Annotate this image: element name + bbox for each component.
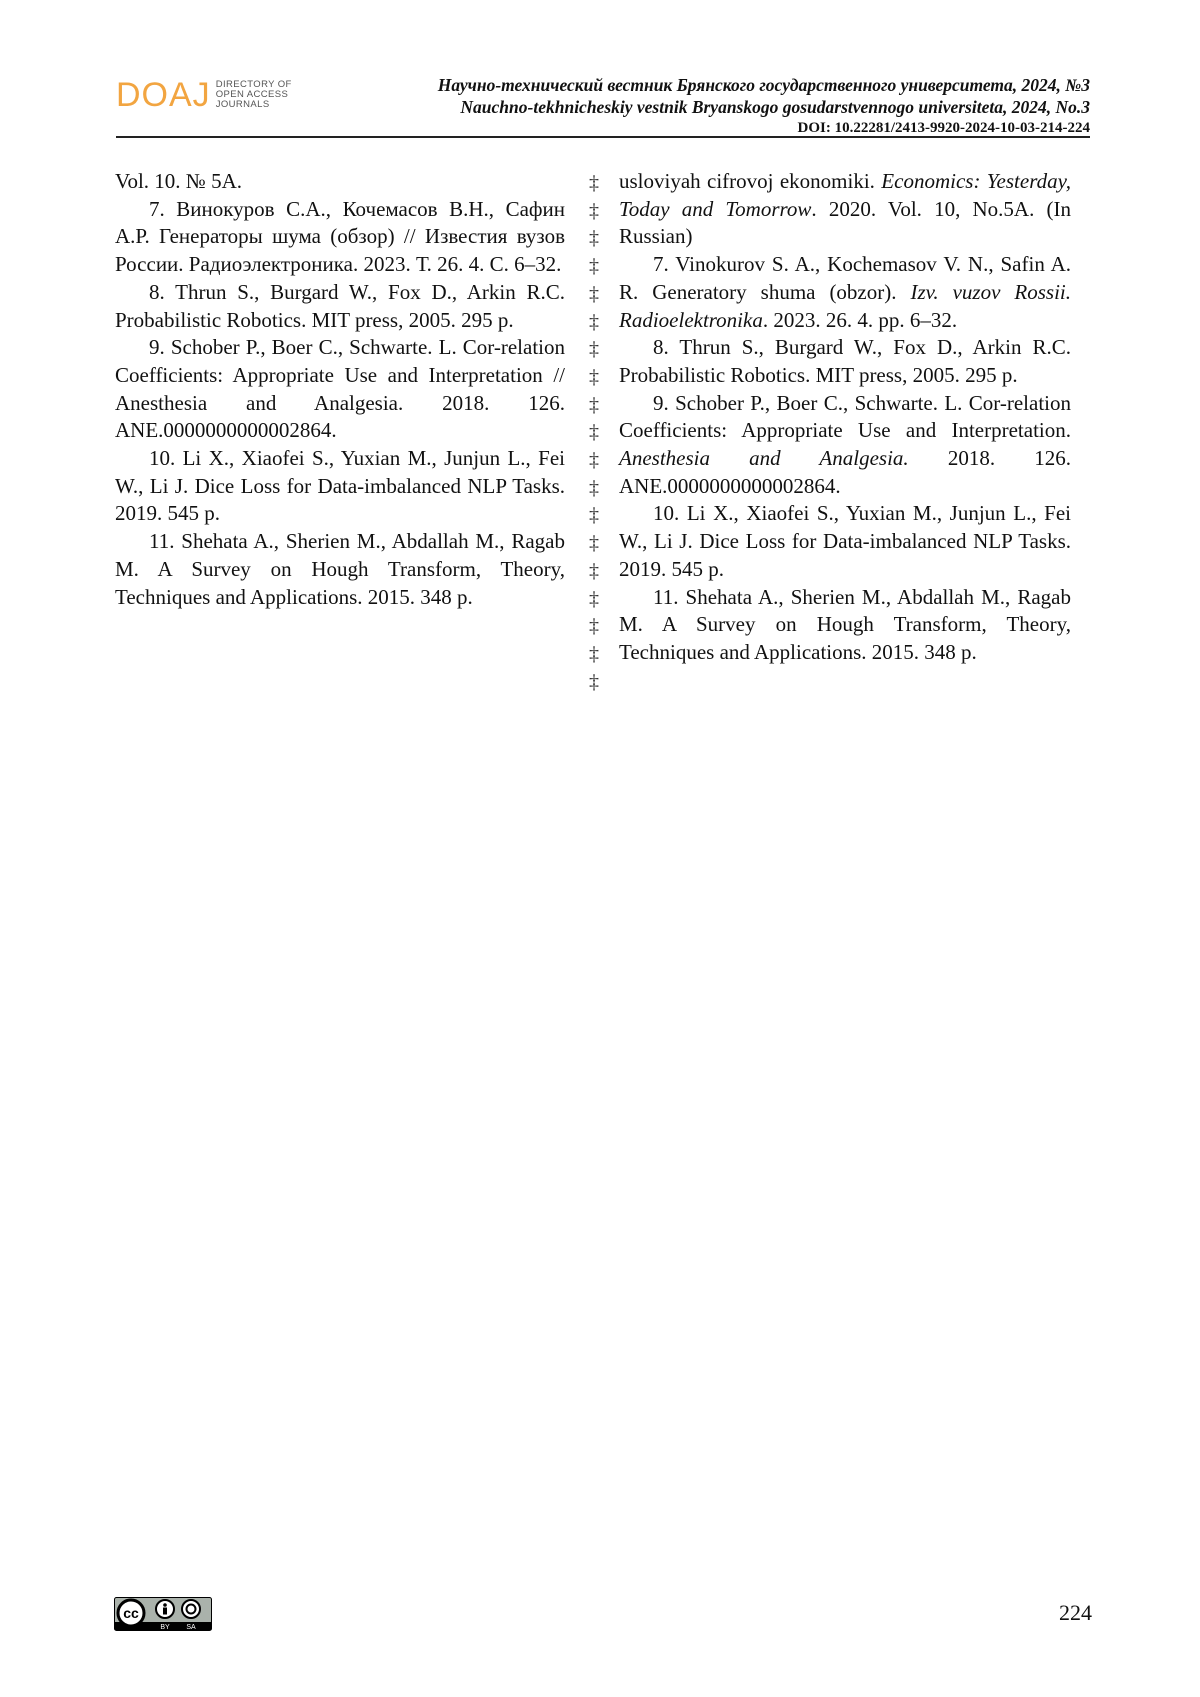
divider-glyph: ‡	[584, 392, 604, 420]
ref-text: . 2023. 26. 4. pp. 6–32.	[763, 308, 957, 332]
cc-by-sa-license-icon	[114, 1597, 212, 1631]
ref-text: 8. Thrun S., Burgard W., Fox D., Arkin R.C. Probabilistic Robotics. MIT press, 2005. 295 p.	[619, 335, 1071, 387]
doi: DOI: 10.22281/2413-9920-2024-10-03-214-224	[438, 118, 1090, 138]
left-column-references	[115, 168, 565, 611]
divider-glyph: ‡	[584, 586, 604, 614]
cc-text: cc	[123, 1605, 139, 1621]
ref-text: 10. Li X., Xiaofei S., Yuxian M., Junjun L., Fei W., Li J. Dice Loss for Data-imbalanced NLP Tasks. 2019. 545 p.	[619, 501, 1071, 580]
divider-glyph: ‡	[584, 502, 604, 530]
ref-text: 2018. 126. ANE.0000000000002864.	[619, 446, 1071, 498]
reference-item: 8. Thrun S., Burgard W., Fox D., Arkin R.C. Probabilistic Robotics. MIT press, 2005. 295 p.	[115, 279, 565, 334]
journal-info	[438, 74, 1090, 138]
divider-glyph: ‡	[584, 281, 604, 309]
reference-item	[619, 390, 1071, 501]
divider-glyph: ‡	[584, 558, 604, 586]
reference-item: 10. Li X., Xiaofei S., Yuxian M., Junjun L., Fei W., Li J. Dice Loss for Data-imbalanced NLP Tasks. 2019. 545 p.	[115, 445, 565, 528]
sa-text: SA	[186, 1624, 196, 1631]
doaj-logo	[116, 76, 292, 112]
ref-italic: Anesthesia and Analgesia.	[619, 446, 909, 470]
reference-continuation	[619, 168, 1071, 251]
logo-sub-line: JOURNALS	[216, 100, 292, 110]
column-divider	[584, 170, 604, 696]
ref-text: . 2020. Vol. 10, No.5A. (In Russian)	[619, 197, 1071, 249]
reference-continuation: Vol. 10. № 5A.	[115, 168, 565, 196]
journal-title-en: Nauchno-tekhnicheskiy vestnik Bryanskogo gosudarstvennogo universiteta, 2024, No.3	[438, 96, 1090, 118]
ref-italic: Izv. vuzov Rossii. Radioelektronika	[619, 280, 1071, 332]
page-number: 224	[1059, 1600, 1092, 1626]
divider-glyph: ‡	[584, 198, 604, 226]
ref-italic: Economics: Yesterday, Today and Tomorrow	[619, 169, 1071, 221]
by-text: BY	[160, 1624, 170, 1631]
reference-item: 9. Schober P., Boer C., Schwarte. L. Cor-relation Coefficients: Appropriate Use and Interpretation // Anesthesia and Analgesia. 2018. 126. ANE.0000000000002864.	[115, 334, 565, 445]
journal-title-ru: Научно-технический вестник Брянского государственного университета, 2024, №3	[438, 74, 1090, 96]
ref-text: 11. Shehata A., Sherien M., Abdallah M., Ragab M. A Survey on Hough Transform, Theory, Techniques and Applications. 2015. 348 p.	[619, 585, 1071, 664]
divider-glyph: ‡	[584, 641, 604, 669]
divider-glyph: ‡	[584, 530, 604, 558]
reference-item	[619, 251, 1071, 334]
logo-sub-line: OPEN ACCESS	[216, 90, 292, 100]
divider-glyph: ‡	[584, 170, 604, 198]
divider-glyph: ‡	[584, 253, 604, 281]
divider-glyph: ‡	[584, 669, 604, 697]
divider-glyph: ‡	[584, 613, 604, 641]
divider-glyph: ‡	[584, 364, 604, 392]
ref-text: 7. Vinokurov S. A., Kochemasov V. N., Safin A. R. Generatory shuma (obzor).	[619, 252, 1071, 304]
divider-glyph: ‡	[584, 447, 604, 475]
reference-item: 7. Винокуров С.А., Кочемасов В.Н., Сафин А.Р. Генераторы шума (обзор) // Известия вузов России. Радиоэлектроника. 2023. Т. 26. 4. С. 6–32.	[115, 196, 565, 279]
right-column-references	[619, 168, 1071, 667]
divider-glyph: ‡	[584, 309, 604, 337]
reference-item	[619, 334, 1071, 389]
ref-text: usloviyah cifrovoj ekonomiki.	[619, 169, 881, 193]
divider-glyph: ‡	[584, 419, 604, 447]
ref-text: 9. Schober P., Boer C., Schwarte. L. Cor-relation Coefficients: Appropriate Use and Interpretation.	[619, 391, 1071, 443]
doaj-logo-subtitle	[216, 80, 292, 110]
reference-item	[619, 584, 1071, 667]
page-header	[116, 64, 1090, 138]
reference-item	[619, 500, 1071, 583]
divider-glyph: ‡	[584, 336, 604, 364]
logo-sub-line: DIRECTORY OF	[216, 80, 292, 90]
doaj-logo-word: DOAJ	[116, 78, 211, 112]
divider-glyph: ‡	[584, 225, 604, 253]
divider-glyph: ‡	[584, 475, 604, 503]
reference-item: 11. Shehata A., Sherien M., Abdallah M., Ragab M. A Survey on Hough Transform, Theory, Techniques and Applications. 2015. 348 p.	[115, 528, 565, 611]
